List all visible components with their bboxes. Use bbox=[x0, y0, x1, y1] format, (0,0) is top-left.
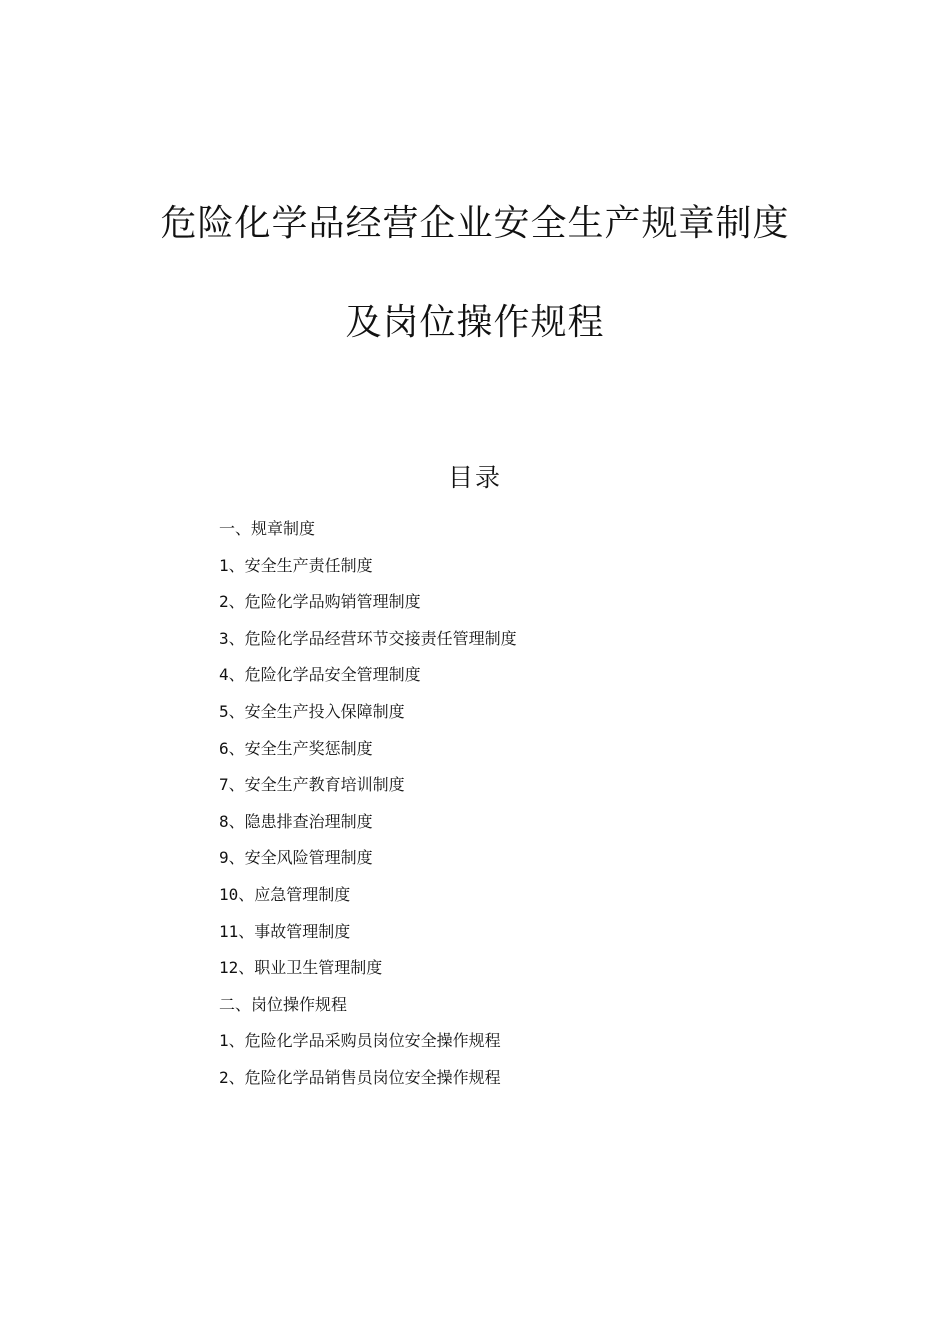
toc-item: 2、危险化学品销售员岗位安全操作规程 bbox=[219, 1067, 501, 1087]
toc-item: 6、安全生产奖惩制度 bbox=[219, 738, 373, 758]
toc-section-operating-procedures: 二、岗位操作规程 bbox=[219, 994, 348, 1014]
toc-item: 9、安全风险管理制度 bbox=[219, 848, 373, 868]
document-title-line-1: 危险化学品经营企业安全生产规章制度 bbox=[160, 203, 790, 244]
toc-section-regulations: 一、规章制度 bbox=[219, 519, 316, 538]
toc-item: 11、事故管理制度 bbox=[219, 921, 351, 941]
toc-item: 4、危险化学品安全管理制度 bbox=[219, 665, 421, 685]
toc-item: 8、隐患排查治理制度 bbox=[219, 811, 373, 831]
toc-item: 3、危险化学品经营环节交接责任管理制度 bbox=[219, 628, 517, 648]
toc-item: 10、应急管理制度 bbox=[219, 884, 351, 904]
toc-item: 1、危险化学品采购员岗位安全操作规程 bbox=[219, 1031, 501, 1051]
toc-item: 5、安全生产投入保障制度 bbox=[219, 701, 405, 721]
toc-heading: 目录 bbox=[447, 463, 502, 492]
toc-item: 2、危险化学品购销管理制度 bbox=[219, 592, 421, 612]
document-title-line-2: 及岗位操作规程 bbox=[345, 302, 605, 343]
toc-item: 12、职业卫生管理制度 bbox=[219, 958, 383, 978]
toc-item: 7、安全生产教育培训制度 bbox=[219, 775, 405, 795]
toc-item: 1、安全生产责任制度 bbox=[219, 555, 373, 575]
toc-list bbox=[219, 517, 517, 1103]
